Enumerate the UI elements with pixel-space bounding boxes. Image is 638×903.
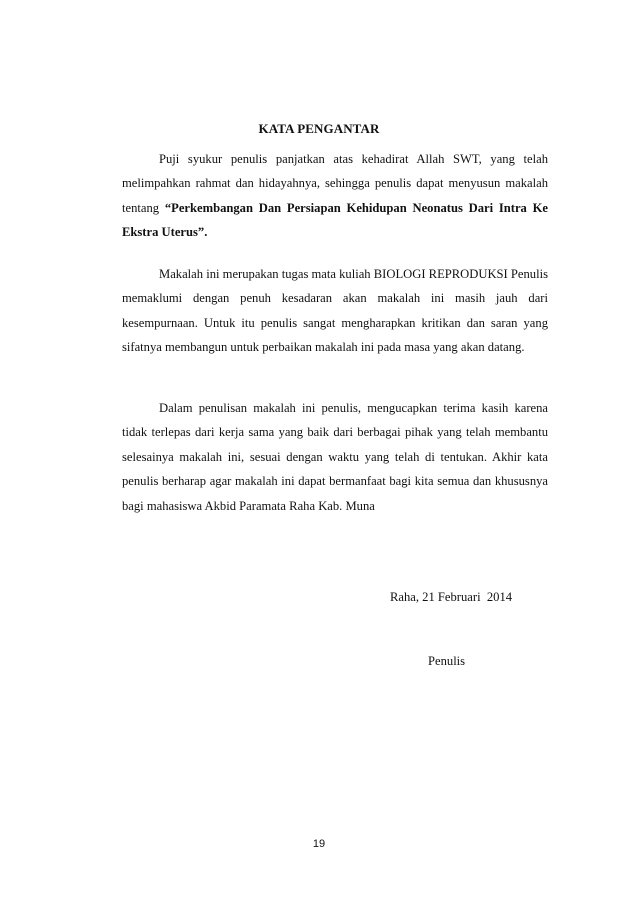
paragraph-text: Dalam penulisan makalah ini penulis, mengucapkan terima kasih karena tidak terlepas dari kerja sama yang baik dari berbagai pihak yang telah membantu selesainya makalah ini, sesuai dengan waktu yang telah di tentukan. Akhir kata penulis berharap agar makalah ini dapat bermanfaat bagi kita semua dan khususnya bagi mahasiswa Akbid Paramata Raha Kab. Muna [122, 401, 548, 513]
paragraph-acknowledgement [122, 147, 548, 245]
paragraph-text: Puji syukur penulis panjatkan atas kehadirat Allah SWT, yang telah melimpahkan rahmat dan hidayahnya, sehingga penulis dapat menyusun makalah tentang [122, 152, 548, 215]
paragraph-text: Makalah ini merupakan tugas mata kuliah BIOLOGI REPRODUKSI Penulis memaklumi dengan penuh kesadaran akan makalah ini masih jauh dari kesempurnaan. Untuk itu penulis sangat mengharapkan kritikan dan saran yang sifatnya membangun untuk perbaikan makalah ini pada masa yang akan datang. [122, 267, 548, 355]
signature-label: Penulis [428, 654, 466, 668]
paragraph-bold-title: “Perkembangan Dan Persiapan Kehidupan Neonatus Dari Intra Ke Ekstra Uterus”. [122, 200, 548, 240]
page-title: KATA PENGANTAR [258, 121, 380, 136]
page-number: 19 [312, 838, 326, 850]
paragraph-purpose [122, 262, 548, 360]
place-date: Raha, 21 Februari 2014 [390, 590, 513, 604]
paragraph-thanks [122, 396, 548, 518]
